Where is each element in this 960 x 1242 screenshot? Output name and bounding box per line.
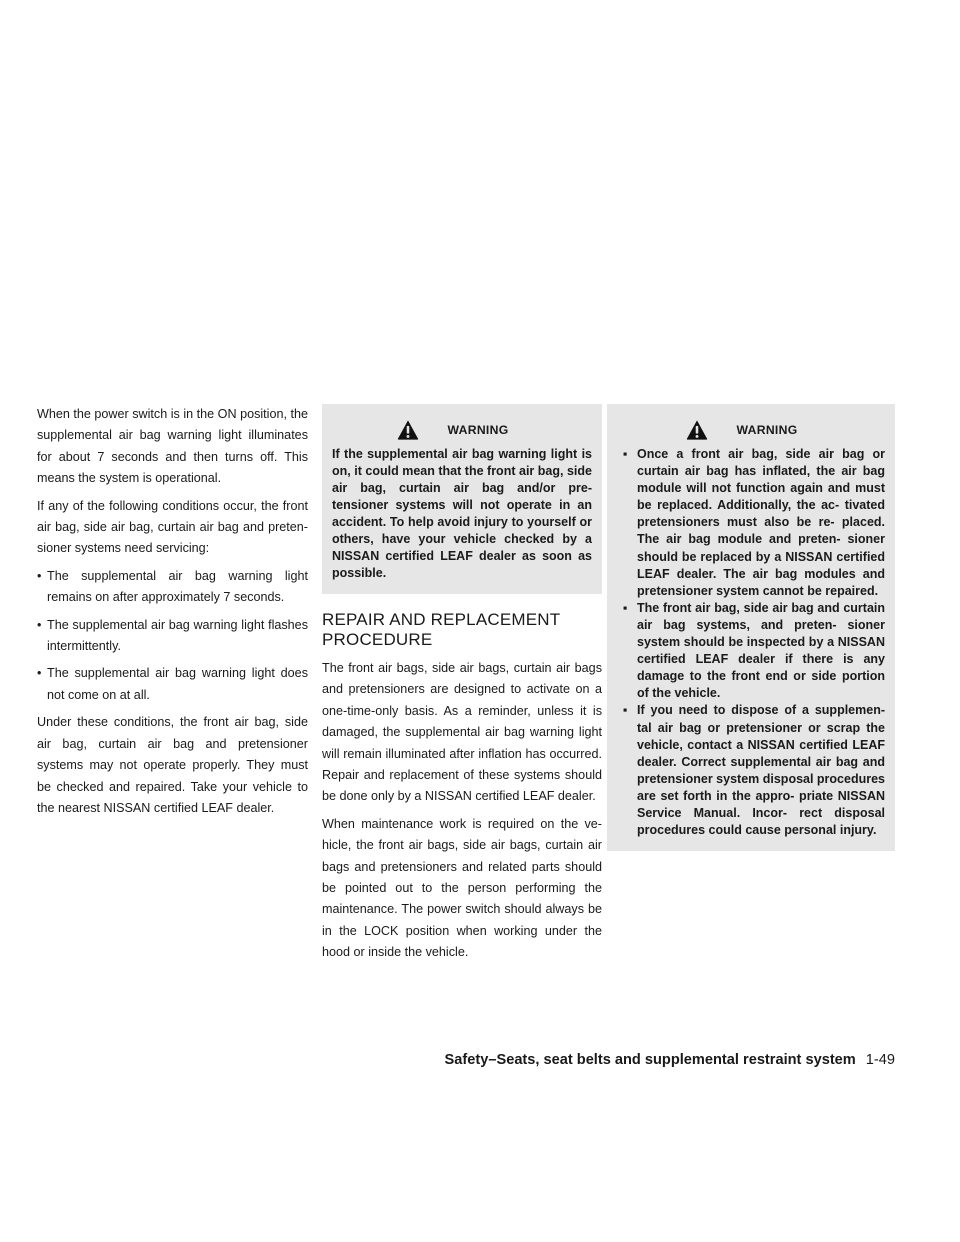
conditions-list — [37, 566, 308, 706]
warning-title: WARNING — [447, 423, 509, 437]
list-item: ▪ The front air bag, side air bag and curtain air bag systems, and preten- sioner system should be inspected by a NISSAN certified LEAF dealer if there is any damage to the front end or side portion of the vehicle. — [623, 600, 885, 701]
paragraph-maintenance: When maintenance work is required on the ve- hicle, the front air bags, side air bags, curtain air bags and pretensioners and related parts should be pointed out to the person performing the maintenance. The power switch should always be in the LOCK position when working under the hood or inside the vehicle. — [322, 816, 602, 960]
paragraph-conditions: If any of the following conditions occur, the front air bag, side air bag, curtain air bag and preten- sioner systems need servicing: — [37, 498, 308, 556]
warning-title: WARNING — [736, 423, 798, 437]
warning-triangle-icon — [686, 419, 708, 441]
section-heading: REPAIR AND REPLACEMENT PROCEDURE — [322, 610, 561, 649]
paragraph-repair: The front air bags, side air bags, curtain air bags and pretensioners are designed to activate on a one-time-only basis. As a reminder, unless it is damaged, the supplemental air bag warning light will remain illuminated after inflation has occurred. Repair and replacement of these systems should be done only by a NISSAN certified LEAF dealer. — [322, 661, 602, 804]
list-item: • The supplemental air bag warning light remains on after approximately 7 seconds. — [37, 568, 308, 605]
column-middle — [322, 404, 602, 970]
column-right — [607, 404, 895, 851]
warning-header — [332, 416, 592, 444]
paragraph-intro: When the power switch is in the ON position, the supplemental air bag warning light illuminates for about 7 seconds and then turns off. This means the system is operational. — [37, 407, 308, 486]
list-item: • The supplemental air bag warning light flashes intermittently. — [37, 617, 308, 654]
column-left — [37, 404, 308, 825]
paragraph-service: Under these conditions, the front air bag, side air bag, curtain air bag and pretensioner systems may not operate properly. They must be checked and repaired. Take your vehicle to the nearest NISSAN certified LEAF dealer. — [37, 715, 308, 815]
warning-list — [617, 446, 885, 839]
list-item: • The supplemental air bag warning light does not come on at all. — [37, 666, 308, 702]
list-item: ▪ Once a front air bag, side air bag or curtain air bag has inflated, the air bag module will not function again and must be replaced. Additionally, the ac- tivated pretensioners must also be re- placed. The air bag module and preten- sioner should be replaced by a NISSAN certified LEAF dealer. The air bag modules and pretensioner system cannot be repaired. — [623, 447, 885, 598]
list-item: ▪ If you need to dispose of a supplemen- tal air bag or pretensioner or scrap the vehicle, contact a NISSAN certified LEAF dealer. Correct supplemental air bag and pretensioner system disposal procedures are set forth in the appro- priate NISSAN Service Manual. Incor- rect disposal procedures could cause personal injury. — [623, 703, 886, 838]
warning-box-warning-light — [322, 404, 602, 594]
page-footer — [0, 1052, 895, 1068]
page-number: 1-49 — [865, 1052, 895, 1068]
warning-header — [617, 416, 885, 444]
footer-section-title: Safety–Seats, seat belts and supplemental restraint system — [444, 1052, 856, 1068]
warning-triangle-icon — [397, 419, 419, 441]
warning-box-replacement — [607, 404, 895, 851]
warning-text: If the supplemental air bag warning light is on, it could mean that the front air bag, side air bag, curtain air bag and/or pre- tensioner systems will not operate in an accident. To help avoid injury to yourself or others, have your vehicle checked by a NISSAN certified LEAF dealer as soon as possible. — [332, 447, 592, 580]
